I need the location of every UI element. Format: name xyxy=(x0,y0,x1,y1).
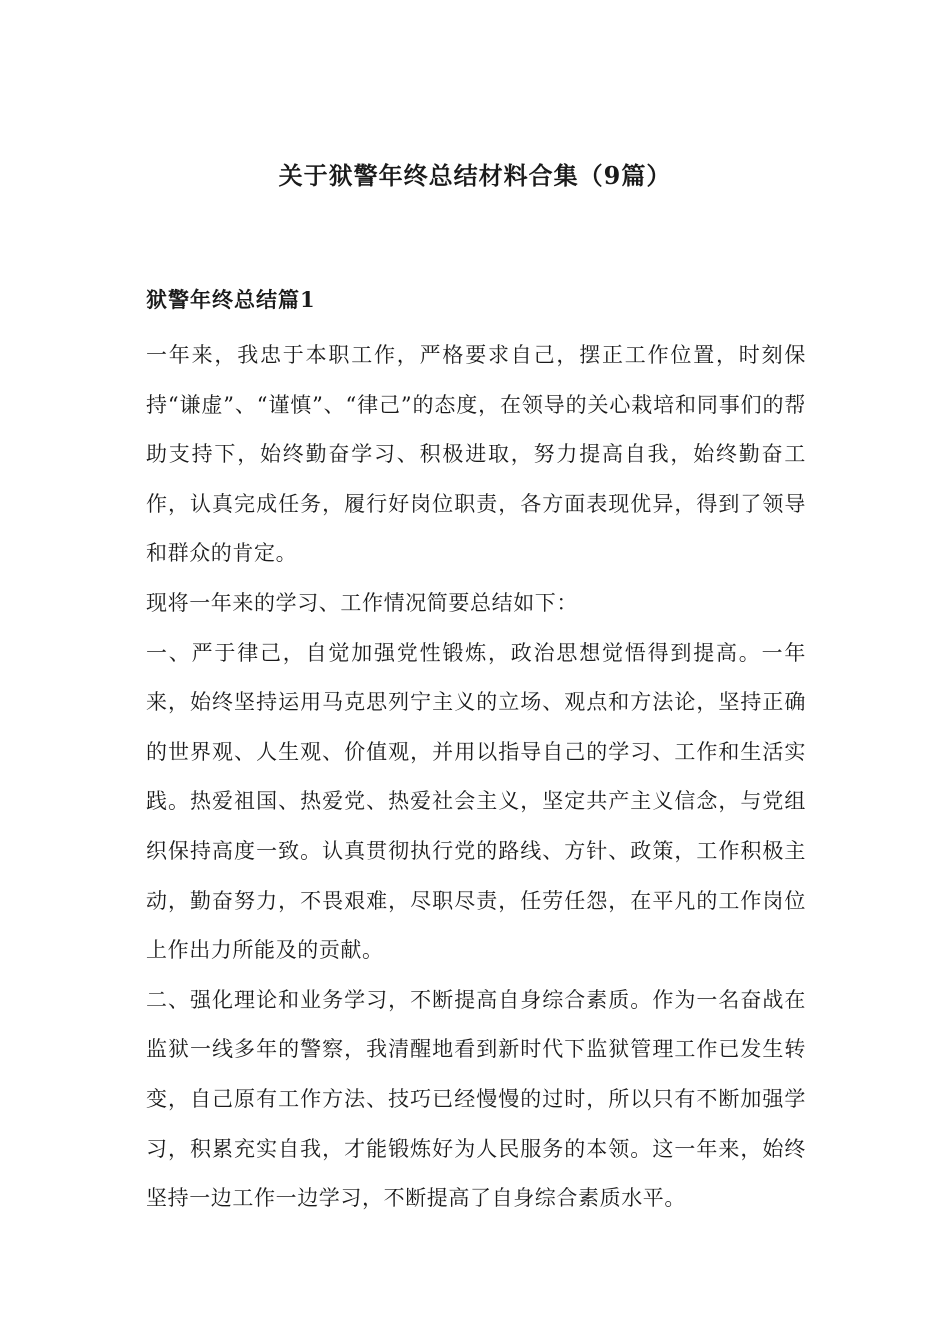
document-title: 关于狱警年终总结材料合集（9篇） xyxy=(278,161,672,190)
section-heading: 狱警年终总结篇1 xyxy=(146,287,316,312)
paragraph-point-two: 二、强化理论和业务学习，不断提高自身综合素质。作为一名奋战在监狱一线多年的警察，我清醒地看到新时代下监狱管理工作已发生转变，自己原有工作方法、技巧已经慢慢的过时，所以只有不断加强学习，积累充实自我，才能锻炼好为人民服务的本领。这一年来，始终坚持一边工作一边学习，不断提高了自身综合素质水平。 xyxy=(146,987,806,1211)
document-body xyxy=(146,331,806,1224)
paragraph-intro: 一年来，我忠于本职工作，严格要求自己，摆正工作位置，时刻保持“谦虚”、“谨慎”、“律己”的态度，在领导的关心栽培和同事们的帮助支持下，始终勤奋学习、积极进取，努力提高自我，始终勤奋工作，认真完成任务，履行好岗位职责，各方面表现优异，得到了领导和群众的肯定。 xyxy=(146,343,806,566)
paragraph-point-one: 一、严于律己，自觉加强党性锻炼，政治思想觉悟得到提高。一年来，始终坚持运用马克思列宁主义的立场、观点和方法论，坚持正确的世界观、人生观、价值观，并用以指导自己的学习、工作和生活实践。热爱祖国、热爱党、热爱社会主义，坚定共产主义信念，与党组织保持高度一致。认真贯彻执行党的路线、方针、政策，工作积极主动，勤奋努力，不畏艰难，尽职尽责，任劳任怨，在平凡的工作岗位上作出力所能及的贡献。 xyxy=(146,640,806,963)
paragraph-summary-lead: 现将一年来的学习、工作情况简要总结如下： xyxy=(146,590,578,615)
